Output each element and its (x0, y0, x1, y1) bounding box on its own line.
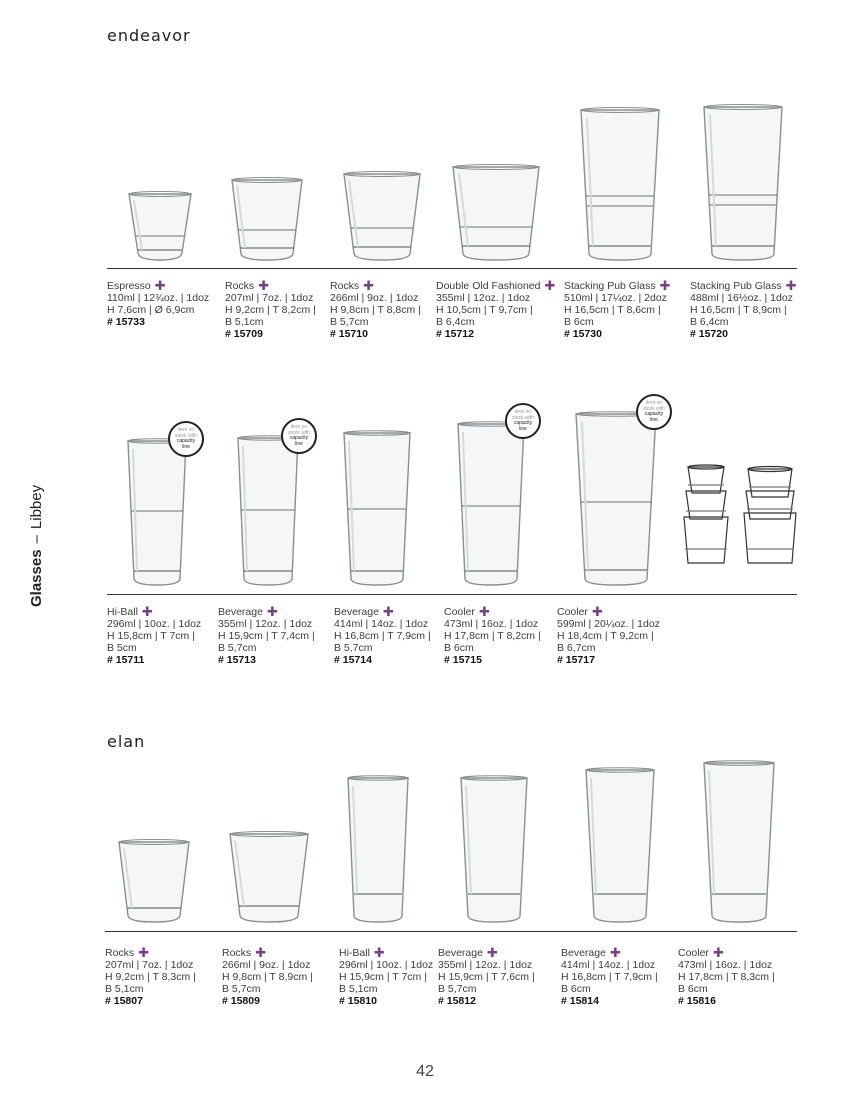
product-name: Beverage (334, 606, 379, 618)
product-item (330, 280, 421, 340)
product-base: B 5,7cm (334, 642, 373, 654)
badge-line: capacity (289, 435, 309, 441)
divider-row-1 (107, 268, 797, 269)
badge-line: stock with (175, 432, 197, 439)
product-capacity: 510ml | 17¼oz. | 2doz (564, 292, 667, 304)
product-dimensions: H 16,5cm | T 8,6cm | (564, 304, 661, 316)
product-code: # 15807 (105, 995, 143, 1007)
product-name: Rocks (105, 947, 135, 959)
divider-row-3 (105, 931, 797, 932)
glass-beverage-15814 (583, 766, 657, 924)
product-capacity: 296ml | 10oz. | 1doz (339, 959, 434, 971)
product-item (678, 947, 775, 1007)
product-item (334, 606, 431, 666)
product-dimensions: H 15,9cm | T 7,6cm | (438, 971, 535, 983)
product-base: B 5,1cm (105, 983, 144, 995)
product-code: # 15712 (436, 328, 474, 340)
capacity-line-badge (281, 418, 317, 454)
product-dimensions: H 15,8cm | T 7cm | (107, 630, 195, 642)
product-dimensions: H 15,9cm | T 7cm | (339, 971, 427, 983)
product-name: Cooler (444, 606, 475, 618)
product-code: # 15810 (339, 995, 377, 1007)
glass-rocks-15709 (229, 176, 305, 262)
badge-line: stock with (643, 405, 665, 412)
product-dimensions: H 9,2cm | T 8,2cm | (225, 304, 316, 316)
badge-line: item on (645, 400, 663, 406)
product-capacity: 488ml | 16½oz. | 1doz (690, 292, 793, 304)
plus-icon[interactable]: ✚ (382, 604, 394, 619)
product-capacity: 207ml | 7oz. | 1doz (225, 292, 314, 304)
plus-icon[interactable]: ✚ (659, 278, 671, 293)
product-code: # 15733 (107, 316, 145, 328)
badge-line: item on (290, 424, 308, 430)
capacity-line-badge (168, 421, 204, 457)
product-name: Stacking Pub Glass (690, 280, 782, 292)
product-item (107, 280, 209, 328)
badge-line: capacity (644, 411, 664, 417)
label-dash: – (28, 535, 45, 544)
product-capacity: 355ml | 12oz. | 1doz (438, 959, 533, 971)
product-dimensions: H 9,8cm | T 8,9cm | (222, 971, 313, 983)
product-capacity: 207ml | 7oz. | 1doz (105, 959, 194, 971)
product-capacity: 266ml | 9oz. | 1doz (330, 292, 419, 304)
product-item (218, 606, 315, 666)
product-item (564, 280, 671, 340)
product-base: B 6cm (561, 983, 591, 995)
plus-icon[interactable]: ✚ (138, 945, 150, 960)
glass-cooler-15717 (573, 410, 659, 587)
product-dimensions: H 17,8cm | T 8,2cm | (444, 630, 541, 642)
badge-line: line (650, 416, 658, 423)
glass-beverage-15812 (458, 774, 530, 924)
product-name: Beverage (438, 947, 483, 959)
product-dimensions: H 15,9cm | T 7,4cm | (218, 630, 315, 642)
product-item (557, 606, 660, 666)
plus-icon[interactable]: ✚ (258, 278, 270, 293)
plus-icon[interactable]: ✚ (141, 604, 153, 619)
product-name: Beverage (218, 606, 263, 618)
plus-icon[interactable]: ✚ (255, 945, 267, 960)
product-code: # 15711 (107, 654, 145, 666)
plus-icon[interactable]: ✚ (785, 278, 797, 293)
product-code: # 15730 (564, 328, 602, 340)
product-base: B 5,1cm (225, 316, 264, 328)
glass-rocks-15710 (341, 170, 423, 262)
product-base: B 6,4cm (690, 316, 729, 328)
brand-label: Libbey (28, 484, 45, 530)
product-capacity: 473ml | 16oz. | 1doz (678, 959, 773, 971)
product-capacity: 599ml | 20¼oz. | 1doz (557, 618, 660, 630)
product-name: Hi-Ball (107, 606, 138, 618)
product-base: B 6cm (564, 316, 594, 328)
section-title-endeavor: endeavor (107, 26, 191, 45)
plus-icon[interactable]: ✚ (373, 945, 385, 960)
product-name: Rocks (225, 280, 255, 292)
product-base: B 5cm (107, 642, 137, 654)
plus-icon[interactable]: ✚ (154, 278, 166, 293)
badge-line: line (519, 425, 527, 432)
plus-icon[interactable]: ✚ (609, 945, 621, 960)
plus-icon[interactable]: ✚ (363, 278, 375, 293)
product-dimensions: H 16,8cm | T 7,9cm | (334, 630, 431, 642)
plus-icon[interactable]: ✚ (544, 278, 556, 293)
product-code: # 15814 (561, 995, 599, 1007)
product-base: B 6cm (678, 983, 708, 995)
product-item (107, 606, 201, 666)
plus-icon[interactable]: ✚ (478, 604, 490, 619)
product-dimensions: H 17,8cm | T 8,3cm | (678, 971, 775, 983)
category-label: Glasses (28, 549, 45, 607)
page-number: 42 (416, 1063, 434, 1080)
product-name: Cooler (678, 947, 709, 959)
product-capacity: 473ml | 16oz. | 1doz (444, 618, 539, 630)
product-capacity: 296ml | 10oz. | 1doz (107, 618, 202, 630)
glass-cooler-15715 (455, 420, 527, 587)
product-code: # 15715 (444, 654, 482, 666)
product-base: B 6cm (444, 642, 474, 654)
side-category-label (28, 347, 45, 607)
product-code: # 15717 (557, 654, 595, 666)
product-capacity: 414ml | 14oz. | 1doz (561, 959, 656, 971)
product-code: # 15714 (334, 654, 372, 666)
capacity-line-badge (636, 394, 672, 430)
glass-rocks-15807 (116, 838, 192, 924)
glass-beverage-15714 (341, 429, 413, 587)
product-item (561, 947, 658, 1007)
product-item (339, 947, 433, 1007)
product-name: Double Old Fashioned (436, 280, 541, 292)
product-capacity: 414ml | 14oz. | 1doz (334, 618, 429, 630)
product-name: Rocks (222, 947, 252, 959)
glass-double-old-fashioned-15712 (450, 163, 542, 262)
product-name: Cooler (557, 606, 588, 618)
glass-espresso-15733 (126, 190, 194, 262)
plus-icon[interactable]: ✚ (591, 604, 603, 619)
product-item (222, 947, 313, 1007)
divider-row-2 (107, 594, 797, 595)
product-dimensions: H 7,6cm | Ø 6,9cm (107, 304, 195, 316)
badge-line: item on (514, 409, 532, 415)
product-dimensions: H 9,8cm | T 8,8cm | (330, 304, 421, 316)
product-dimensions: H 16,8cm | T 7,9cm | (561, 971, 658, 983)
product-name: Espresso (107, 280, 151, 292)
product-item (690, 280, 797, 340)
product-item (444, 606, 541, 666)
product-base: B 5,1cm (339, 983, 378, 995)
badge-line: line (295, 440, 303, 447)
product-dimensions: H 16,5cm | T 8,9cm | (690, 304, 787, 316)
product-dimensions: H 18,4cm | T 9,2cm | (557, 630, 654, 642)
badge-line: line (182, 443, 190, 450)
product-name: Beverage (561, 947, 606, 959)
product-base: B 5,7cm (438, 983, 477, 995)
product-name: Stacking Pub Glass (564, 280, 656, 292)
product-capacity: 266ml | 9oz. | 1doz (222, 959, 311, 971)
product-dimensions: H 10,5cm | T 9,7cm | (436, 304, 533, 316)
glass-beverage-15713 (235, 434, 301, 587)
product-name: Rocks (330, 280, 360, 292)
product-base: B 5,7cm (222, 983, 261, 995)
product-capacity: 355ml | 12oz. | 1doz (436, 292, 531, 304)
product-capacity: 110ml | 12¾oz. | 1doz (107, 292, 210, 304)
product-code: # 15816 (678, 995, 716, 1007)
section-title-elan: elan (107, 732, 146, 751)
product-base: B 6,4cm (436, 316, 475, 328)
glass-stacking-pub-15720 (701, 103, 785, 262)
glass-hi-ball-15810 (345, 774, 411, 924)
product-code: # 15710 (330, 328, 368, 340)
product-code: # 15720 (690, 328, 728, 340)
glass-rocks-15809 (227, 830, 311, 924)
badge-line: capacity (176, 438, 196, 444)
badge-line: stock with (512, 414, 534, 421)
product-item (105, 947, 196, 1007)
badge-line: capacity (513, 420, 533, 426)
plus-icon[interactable]: ✚ (266, 604, 278, 619)
product-item (436, 280, 555, 340)
plus-icon[interactable]: ✚ (486, 945, 498, 960)
glass-hi-ball-15711 (125, 437, 189, 587)
product-name: Hi-Ball (339, 947, 370, 959)
stacking-illustration (680, 463, 800, 571)
product-item (225, 280, 316, 340)
product-dimensions: H 9,2cm | T 8,3cm | (105, 971, 196, 983)
product-code: # 15812 (438, 995, 476, 1007)
plus-icon[interactable]: ✚ (712, 945, 724, 960)
badge-line: stock with (288, 429, 310, 436)
glass-stacking-pub-15730 (578, 106, 662, 262)
product-capacity: 355ml | 12oz. | 1doz (218, 618, 313, 630)
capacity-line-badge (505, 403, 541, 439)
product-code: # 15713 (218, 654, 256, 666)
badge-line: item on (177, 427, 195, 433)
product-base: B 5,7cm (218, 642, 257, 654)
glass-cooler-15816 (701, 759, 777, 924)
product-item (438, 947, 535, 1007)
product-base: B 5,7cm (330, 316, 369, 328)
product-base: B 6,7cm (557, 642, 596, 654)
product-code: # 15709 (225, 328, 263, 340)
product-code: # 15809 (222, 995, 260, 1007)
